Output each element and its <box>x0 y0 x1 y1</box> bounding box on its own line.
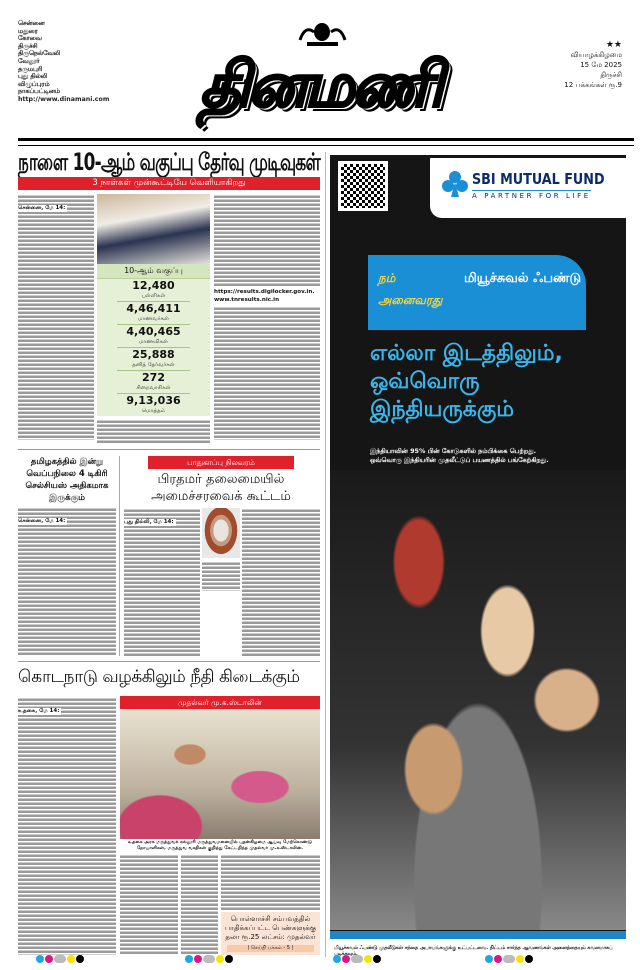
day: வியாழக்கிழமை <box>570 51 622 59</box>
ad-social-strip <box>330 931 626 939</box>
edition: கோவை <box>18 35 42 43</box>
qr-code-icon[interactable] <box>338 161 388 211</box>
weather-text <box>18 507 116 655</box>
stat-value: 9,13,036 <box>126 394 181 407</box>
results-url[interactable]: https://results.digilocker.gov.in. www.tnresults.nic.in <box>214 289 315 303</box>
date-info <box>564 40 622 90</box>
cabinet-story <box>122 456 320 656</box>
related-story-text: பொள்ளாச்சி சம்பவத்தில் பாதிக்கப்பட்ட பெண்களுக்கு தலா ரூ.25 லட்சம்: முதல்வர் <box>224 915 317 941</box>
weather-headline[interactable]: தமிழகத்தில் இன்று வெப்பநிலை 4 டிகிரி செல்சியஸ் அதிகமாக இருக்கும் <box>25 457 109 503</box>
edition: தருமபுரி <box>18 65 43 73</box>
cabinet-label: பாதுகாப்பு நிலவரம் <box>148 456 294 469</box>
cabinet-text-col2 <box>242 508 320 656</box>
edition-name: திருச்சி <box>600 71 622 79</box>
stats-title: 10-ஆம் வகுப்பு <box>97 264 210 279</box>
lead-text-col3a <box>214 194 320 286</box>
kodanadu-columns <box>120 854 320 955</box>
kodanadu-label: முதல்வர் மு.க.ஸ்டாலின் <box>120 696 320 709</box>
edition: வேலூர் <box>18 57 40 65</box>
edition: திருச்சி <box>18 42 38 50</box>
newspaper-logo <box>170 20 470 120</box>
cabinet-headline[interactable]: பிரதமர் தலைமையில் அமைச்சரவைக் கூட்டம் <box>151 472 291 504</box>
cabinet-text-col1 <box>124 508 200 656</box>
dateline: உதகை, மே 14: <box>18 708 60 714</box>
dateline: புது தில்லி, மே 14: <box>124 519 174 525</box>
sbi-logo-box <box>430 158 626 218</box>
pages-price: 12 பக்கங்கள் ரூ.9 <box>564 81 622 89</box>
dateline: சென்னை, மே 14: <box>18 518 66 524</box>
lead-text-col1 <box>18 194 94 440</box>
registration-marks <box>36 955 84 963</box>
banner-right-text: மியூச்சுவல் ஃபண்டு <box>464 271 582 286</box>
masthead-title: தினமணி <box>199 48 441 121</box>
edition: மதுரை <box>18 27 38 35</box>
ad-tagline: A PARTNER FOR LIFE <box>472 192 591 200</box>
lead-headline[interactable]: நாளை 10-ஆம் வகுப்பு தேர்வு முடிவுகள் <box>18 148 320 176</box>
kodanadu-headline[interactable]: கொடநாடு வழக்கிலும் நீதி கிடைக்கும் <box>18 667 300 687</box>
stat-value: 4,40,465 <box>126 325 181 338</box>
edition: விழுப்புரம் <box>18 80 50 88</box>
stat-value: 272 <box>142 371 165 384</box>
exam-hall-photo <box>97 194 210 264</box>
edition-list <box>18 20 109 104</box>
ad-line: இந்தியாவின் 95% பின் கோடுகளில் நம்பிக்கை பெற்றது. <box>370 447 537 455</box>
kodanadu-text-col3b <box>181 854 218 955</box>
stats-box <box>97 264 210 416</box>
masthead-rule <box>18 138 634 146</box>
date: 15 மே 2025 <box>580 61 622 69</box>
kodanadu-text-col1 <box>18 697 116 955</box>
lead-center-column <box>97 194 210 444</box>
banner-left-text: நம் அனைவரது <box>378 271 443 307</box>
stat-label: மாணவர்கள் <box>117 315 190 325</box>
website-link[interactable]: http://www.dinamani.com <box>18 95 110 103</box>
registration-marks <box>485 955 533 963</box>
kodanadu-text-col4 <box>221 854 320 910</box>
ad-brand: SBI MUTUAL FUND <box>472 170 605 188</box>
stat-label: சிறைவாசிகள் <box>117 384 190 394</box>
stat-label: தனித் தேர்வர்கள் <box>117 361 190 371</box>
cabinet-text-under-photo <box>202 561 240 591</box>
kodanadu-col4 <box>221 854 320 955</box>
divider <box>18 449 320 450</box>
divider <box>18 661 320 662</box>
edition: நாகப்பட்டினம் <box>18 88 60 96</box>
page-reference: ( செய்தி பக்கம் - 5 ) <box>227 945 314 952</box>
edition: திருநெல்வேலி <box>18 50 61 58</box>
registration-marks <box>333 955 381 963</box>
column-rule <box>325 152 326 957</box>
lead-text-tail <box>97 419 210 444</box>
ad-disclaimer: மியூச்சுவல் ஃபண்டு முதலீடுகள் சந்தை அபாயங்களுக்கு உட்பட்டவை. திட்டம் சார்ந்த ஆவணங்கள் அனைத்தையும் கவனமாகப் <box>330 939 626 958</box>
kodanadu-right <box>120 696 320 955</box>
ad-people-photo <box>330 470 626 930</box>
ad-line: ஒவ்வொரு இந்தியரின் முதலீட்டுப் பயணத்தில் பங்கேற்கிறது. <box>370 456 549 464</box>
lead-right-column <box>214 194 320 440</box>
edition: புது தில்லி <box>18 73 48 81</box>
weather-story <box>18 456 116 655</box>
stat-label: மொத்தம் <box>141 408 166 414</box>
registration-marks <box>185 955 233 963</box>
ad-banner <box>368 255 586 330</box>
sbi-logo-icon <box>442 170 468 198</box>
edition: சென்னை <box>18 20 45 27</box>
stars: ★★ <box>605 40 622 50</box>
cm-visit-photo <box>120 709 320 839</box>
stat-label: பள்ளிகள் <box>117 292 190 302</box>
stat-value: 25,888 <box>132 348 175 361</box>
cabinet-body <box>122 508 320 656</box>
ad-small-text <box>370 447 549 465</box>
ad-big-text: எல்லா இடத்திலும், ஒவ்வொரு இந்தியருக்கும் <box>370 341 563 422</box>
stat-value: 4,46,411 <box>126 302 181 315</box>
column-rule <box>119 456 120 656</box>
lead-subhead: 3 நாள்கள் முன்கூட்டியே வெளியாகிறது <box>18 177 320 190</box>
related-story-box[interactable] <box>221 912 320 955</box>
photo-caption: உதகை அரசு மருத்துவக் கல்லூரி மருத்துவமனையில் புதன்கிழமை ஆய்வு மேற்கொண்டு நோயாளிகள், மருத்துவ வசதிகள் குறித்து கேட்டறிந்த முதல்வர் மு.க.ஸ்டாலின். <box>128 840 312 851</box>
dateline: சென்னை, மே 14: <box>18 205 66 211</box>
stat-value: 12,480 <box>132 279 175 292</box>
pm-photo <box>202 508 240 558</box>
emblem-icon <box>295 20 350 48</box>
stat-label: மாணவிகள் <box>117 338 190 348</box>
lead-text-col3b <box>214 306 320 440</box>
kodanadu-text-col2 <box>120 854 178 955</box>
sbi-mf-advertisement[interactable] <box>330 155 626 958</box>
